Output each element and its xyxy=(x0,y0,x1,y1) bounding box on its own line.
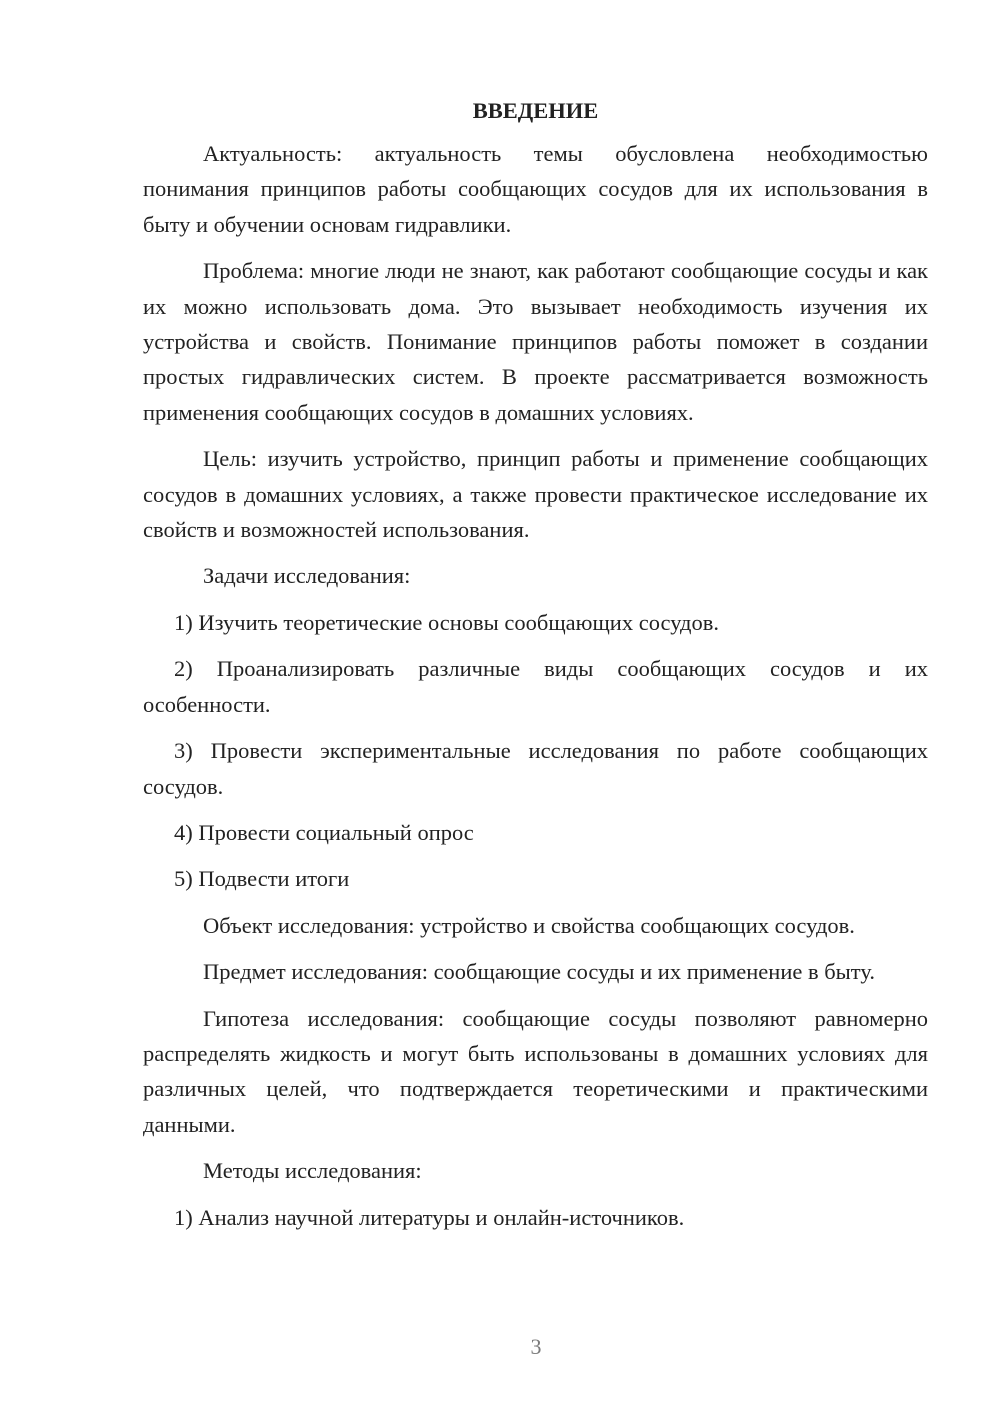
task-item-2: 2) Проанализировать различные виды сообщающих сосудов и их особенности. xyxy=(143,656,928,717)
page-content xyxy=(143,96,928,1246)
methods-heading: Методы исследования: xyxy=(203,1158,422,1184)
relevance-paragraph: Актуальность: актуальность темы обусловлена необходимостью понимания принципов работы сообщающих сосудов для их использования в быту и обучении основам гидравлики. xyxy=(143,141,928,237)
method-item-1: 1) Анализ научной литературы и онлайн-источников. xyxy=(174,1204,685,1230)
task-item-5: 5) Подвести итоги xyxy=(174,866,350,892)
goal-paragraph: Цель: изучить устройство, принцип работы и применение сообщающих сосудов в домашних условиях, а также провести практическое исследование их свойств и возможностей использования. xyxy=(143,446,928,543)
paragraph-list xyxy=(143,136,928,1235)
subject-paragraph: Предмет исследования: сообщающие сосуды и их применение в быту. xyxy=(203,959,875,985)
section-title: ВВЕДЕНИЕ xyxy=(472,98,599,123)
object-paragraph: Объект исследования: устройство и свойства сообщающих сосудов. xyxy=(203,912,855,938)
task-item-3: 3) Провести экспериментальные исследования по работе сообщающих сосудов. xyxy=(143,738,928,799)
task-item-4: 4) Провести социальный опрос xyxy=(174,819,474,845)
problem-paragraph: Проблема: многие люди не знают, как работают сообщающие сосуды и как их можно использовать дома. Это вызывает необходимость изучения их устройства и свойств. Понимание принципов работы поможет в создании простых гидравлических систем. В проекте рассматривается возможность применения сообщающих сосудов в домашних условиях. xyxy=(143,258,928,425)
task-item-1: 1) Изучить теоретические основы сообщающих сосудов. xyxy=(174,609,719,635)
hypothesis-paragraph: Гипотеза исследования: сообщающие сосуды позволяют равномерно распределять жидкость и могут быть использованы в домашних условиях для различных целей, что подтверждается теоретическими и практическими данными. xyxy=(143,1005,928,1137)
tasks-heading: Задачи исследования: xyxy=(203,563,411,589)
page-number: 3 xyxy=(530,1334,542,1359)
